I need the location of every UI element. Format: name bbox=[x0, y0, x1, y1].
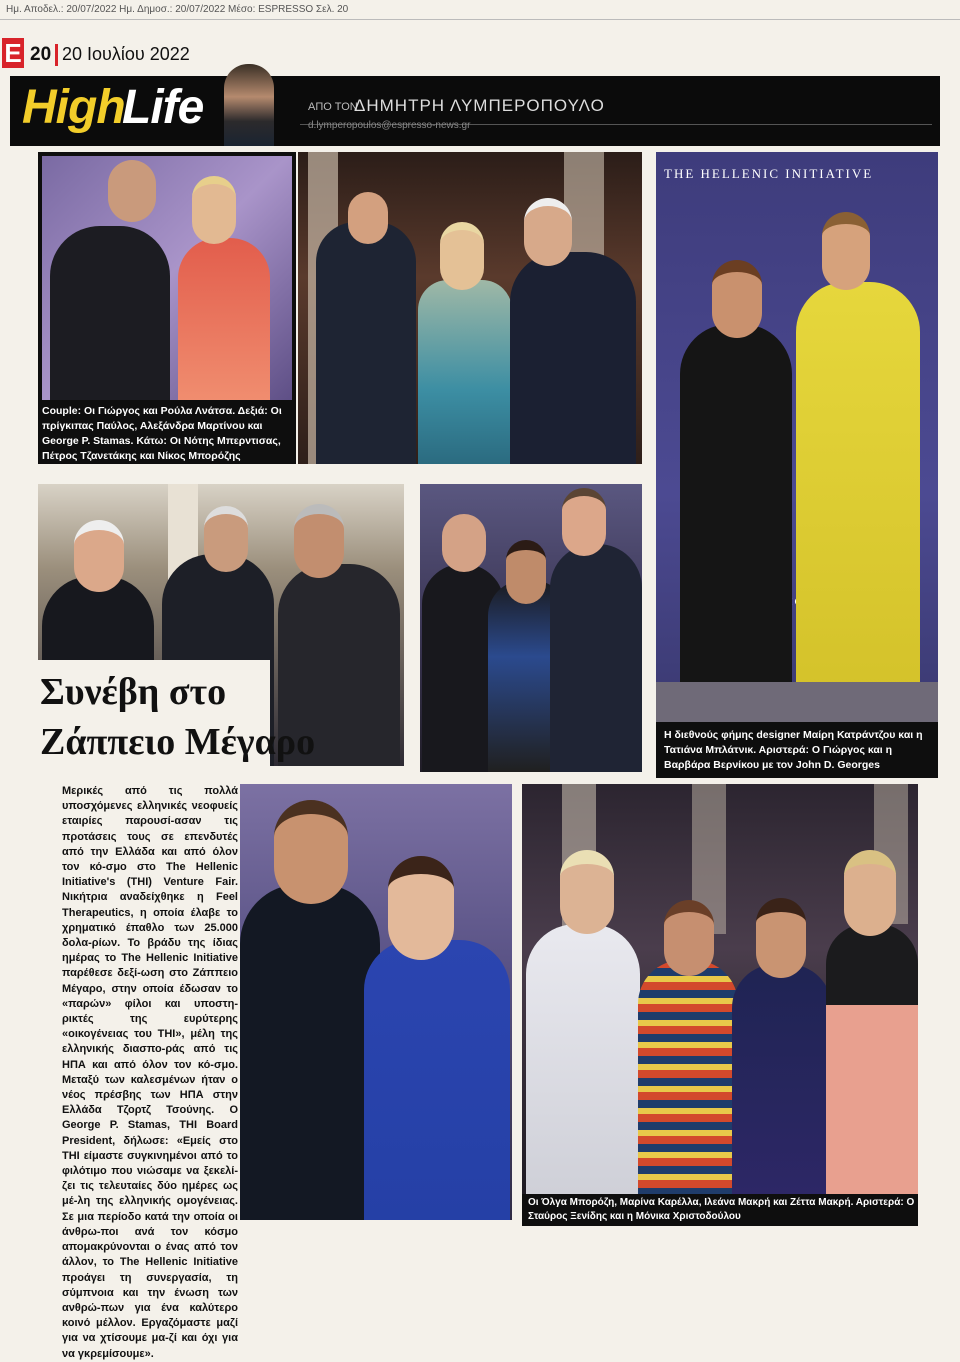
photo-prince-group bbox=[298, 152, 642, 464]
section-title-high: High bbox=[22, 81, 125, 134]
byline-email: d.lymperopoulos@espresso-news.gr bbox=[308, 120, 471, 131]
author-photo bbox=[224, 64, 274, 146]
photo-xenidis-couple bbox=[240, 784, 512, 1220]
figure-woman-white-jacket bbox=[526, 924, 640, 1194]
figure-prince bbox=[316, 222, 416, 464]
figure-woman-striped-head bbox=[664, 900, 714, 976]
photo-georges-group bbox=[420, 484, 642, 772]
figure-woman bbox=[178, 238, 270, 400]
figure-woman-blue-dress bbox=[364, 940, 510, 1220]
issue-date: 20 Ιουλίου 2022 bbox=[62, 44, 190, 64]
figure-woman-black-head bbox=[712, 260, 762, 338]
page-separator bbox=[55, 44, 58, 66]
figure-woman-yellow-head bbox=[822, 212, 870, 290]
figure-woman-white-jacket-head bbox=[560, 850, 614, 934]
figure-older-man bbox=[510, 252, 636, 464]
caption-bottom: Οι Όλγα Μπορόζη, Μαρίνα Καρέλλα, Ιλεάνα Μακρή και Ζέττα Μακρή. Αριστερά: Ο Σταύρος Ξενίδης και η Μόνικα Χριστοδούλου bbox=[528, 1197, 915, 1222]
figure-man-pink-tie-head bbox=[562, 488, 606, 556]
photo-four-women bbox=[522, 784, 918, 1194]
clipping-meta: Ημ. Αποδελ.: 20/07/2022 Ημ. Δημοσ.: 20/07/2022 Μέσο: ESPRESSO Σελ. 20 bbox=[6, 4, 349, 15]
figure-man-bald-head bbox=[442, 514, 486, 572]
byline-name: ΔΗΜΗΤΡΗ ΛΥΜΠΕΡΟΠΟΥΛΟ bbox=[354, 96, 605, 115]
figure-man-glasses-head bbox=[204, 506, 248, 572]
figure-woman-floral-head bbox=[756, 898, 806, 978]
figure-woman-blue-dress-head bbox=[388, 856, 454, 960]
caption-top: Couple: Οι Γιώργος και Ρούλα Λνάτσα. Δεξιά: Οι πρίγκιπας Παύλος, Αλεξάνδρα Μαρτίνου και George P. Stamas. Κάτω: Οι Νότης Μπερντισας, Πέτρος Τζανετάκης και Νίκος Μπορόζης bbox=[42, 405, 282, 462]
figure-man-beard bbox=[240, 884, 380, 1220]
section-title-life: Life bbox=[122, 81, 204, 134]
figure-woman-head bbox=[440, 222, 484, 290]
caption-right: Η διεθνούς φήμης designer Μαίρη Κατράντζου και η Τατιάνα Μπλάτνικ. Αριστερά: Ο Γιώργος και η Βαρβάρα Βερνίκου με τον John D. Georges bbox=[664, 729, 923, 771]
figure-older-man-head bbox=[524, 198, 572, 266]
figure-man-pink-tie bbox=[550, 544, 642, 772]
meta-divider bbox=[0, 19, 960, 20]
photo-designer bbox=[656, 152, 938, 722]
article-title-line2: Ζάππειο Μέγαρο bbox=[40, 721, 316, 763]
figure-woman-head bbox=[192, 176, 236, 244]
photo-couple bbox=[42, 156, 292, 400]
figure-woman-floral bbox=[732, 964, 832, 1194]
espresso-logo: E bbox=[2, 38, 24, 68]
banner-headline: THE HELLENIC INITIATIVE bbox=[664, 166, 874, 181]
figure-prince-head bbox=[348, 192, 388, 244]
figure-man-head bbox=[108, 160, 156, 222]
page-number: 20 bbox=[30, 44, 52, 65]
figure-woman-dress bbox=[418, 280, 512, 464]
figure-man-grey-head bbox=[294, 504, 344, 578]
floor bbox=[656, 682, 938, 722]
figure-woman-black bbox=[680, 324, 792, 722]
figure-man-white-hair-head bbox=[74, 520, 124, 592]
figure-woman-blue-head bbox=[506, 540, 546, 604]
figure-woman-pink-skirt bbox=[826, 924, 918, 1194]
figure-woman-yellow bbox=[796, 282, 920, 696]
figure-man-beard-head bbox=[274, 800, 348, 904]
article-body: Μερικές από τις πολλά υποσχόμενες ελληνικές νεοφυείς εταιρίες παρουσί-ασαν τις προτάσεις τους σε επενδυτές από την Ελλάδα και από όλον τον κό-σμο στο The Hellenic Initiative's (THI) Venture Fair. Νικήτρια αναδείχθηκε η Feel Therapeutics, η οποία έλαβε το χρηματικό έπαθλο των 25.000 δολα-ρίων. Το βράδυ της ίδιας ημέρας το The Hellenic Initiative παρέθεσε δεξί-ωση στο Ζάππειο Μέγαρο, στην οποία έδωσαν το «παρών» φίλοι και υποστη-ρικτές της ευρύτερης «οικογένειας του THI», μέλη της ελληνικής διασπο-ράς από τις ΗΠΑ και από όλον τον κό-σμο. Μεταξύ των καλεσμένων ήταν ο νέος πρέσβης των ΗΠΑ στην Ελλάδα Τζορτζ Τσούνης. Ο George P. Stamas, THI Board President, δήλωσε: «Εμείς στο THI είμαστε συγκινημένοι από το φιλότιμο που νιώσαμε να ξεκελί-ζει τις τελευταίες δύο ημέρες ως μέ-λη της ελληνικής ομογένειας. Σε μια περίοδο κατά την οποία οι άνθρω-ποι ανά τον κόσμο απομακρύνονται ο ένας από τον άλλον, το The Hellenic Initiative προάγει τη συνεργασία, τη σύμπνοια και την ένωση των ανθρώ-πων για ένα καλύτερο κοινό μέλλον. Εργαζόμαστε μαζί για να χτίσουμε μα-ζί και όχι για να γκρεμίσουμε». bbox=[62, 785, 238, 1360]
article-title-line1: Συνέβη στο bbox=[40, 671, 227, 713]
figure-woman-pink-skirt-head bbox=[844, 850, 896, 936]
byline-prefix: ΑΠΟ ΤΟΝ bbox=[308, 101, 358, 113]
figure-man bbox=[50, 226, 170, 400]
figure-woman-striped bbox=[638, 960, 738, 1194]
